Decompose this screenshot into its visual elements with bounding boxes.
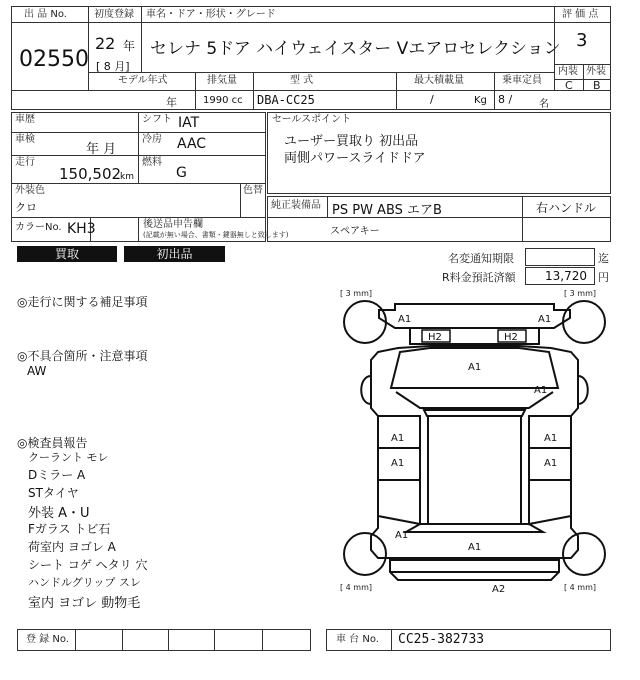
interior-label: 内装 [558, 66, 578, 77]
capacity-unit: 名 [539, 99, 549, 110]
score-label: 評 価 点 [562, 9, 599, 20]
score: 3 [576, 30, 588, 51]
chassis-label: 車 台 No. [336, 634, 379, 645]
year-unit: 年 [123, 39, 136, 53]
post-report-label: 後送品申告欄 [143, 219, 203, 230]
color-change-label: 色替 [243, 185, 263, 196]
capacity: 8 / [498, 93, 513, 106]
damage-mark: A1 [468, 362, 482, 373]
model-year-label: モデル年式 [118, 75, 168, 86]
report-line: シート コゲ ヘタリ 穴 [28, 558, 148, 572]
steering: 右ハンドル [536, 201, 597, 215]
model-label: 型 式 [290, 75, 314, 86]
lot-label: 出 品 No. [24, 9, 67, 20]
mileage-unit: km [120, 172, 134, 182]
damage-mark: A1 [544, 433, 558, 444]
history-label: 車歴 [15, 114, 35, 125]
damage-mark: A1 [398, 314, 412, 325]
recycle-amount: 13,720 [545, 269, 587, 283]
car-name-label: 車名・ドア・形状・グレード [146, 9, 276, 20]
ext-color: クロ [15, 201, 37, 214]
fuel: G [176, 165, 187, 181]
shift: IAT [178, 115, 200, 131]
report-line: ハンドルグリップ スレ [28, 576, 141, 589]
max-load: / [430, 93, 434, 106]
damage-mark: H2 [428, 332, 442, 343]
capacity-label: 乗車定員 [502, 75, 542, 86]
chassis-no: CC25-382733 [398, 632, 485, 647]
displacement-label: 排気量 [207, 75, 237, 86]
ac: AAC [177, 136, 207, 152]
deadline-unit: 迄 [598, 252, 609, 265]
post-report-note: (記載が無い場合、書類・鍵器無しと致します) [143, 231, 289, 239]
max-load-unit: Kg [474, 95, 487, 106]
tire-depth-fr: [ 3 mm] [564, 289, 597, 298]
sales-point-label: セールスポイント [272, 114, 352, 125]
first-listing-badge: 初出品 [124, 246, 225, 262]
first-reg-year: 22 [95, 34, 116, 53]
tire-depth-rl: [ 4 mm] [340, 583, 373, 592]
report-line: 荷室内 ヨゴレ A [28, 540, 116, 554]
damage-mark: A1 [538, 314, 552, 325]
recycle-label: R料金預託済額 [442, 271, 516, 284]
inspector-report-title: ◎検査員報告 [17, 436, 88, 450]
first-reg-label: 初度登録 [94, 9, 134, 20]
driving-notes-title: ◎走行に関する補足事項 [17, 295, 148, 309]
mileage-label: 走行 [15, 157, 35, 168]
sales-point-1: ユーザー買取り 初出品 [284, 134, 419, 149]
model: DBA-CC25 [257, 93, 315, 107]
sales-point-2: 両側パワースライドドア [284, 151, 426, 166]
buy-badge: 買取 [17, 246, 117, 262]
max-load-label: 最大積載量 [414, 75, 464, 86]
damage-mark: A1 [395, 530, 409, 541]
factory-options: PS PW ABS エアB [332, 203, 442, 218]
defect-item: AW [27, 364, 47, 378]
post-item: スペアキー [330, 226, 380, 237]
ac-label: 冷房 [142, 134, 162, 145]
inspection-label: 車検 [15, 134, 35, 145]
report-line: クーラント モレ [28, 451, 109, 464]
report-line: STタイヤ [28, 486, 79, 500]
report-line: 外装 A・U [28, 506, 90, 521]
fuel-label: 燃料 [142, 157, 162, 168]
first-reg-month: [ 8 月] [96, 60, 130, 73]
exterior-label: 外装 [586, 66, 606, 77]
interior-grade: C [565, 79, 573, 92]
factory-options-label: 純正装備品 [271, 200, 321, 211]
color-no-label: カラーNo. [15, 222, 62, 233]
car-diagram-svg [338, 288, 611, 600]
report-line: 室内 ヨゴレ 動物毛 [28, 596, 141, 611]
inspection: 年 月 [86, 142, 117, 157]
defects-title: ◎不具合箇所・注意事項 [17, 349, 148, 363]
recycle-unit: 円 [598, 271, 609, 284]
tire-depth-rr: [ 4 mm] [564, 583, 597, 592]
damage-mark: A1 [544, 458, 558, 469]
ext-color-label: 外装色 [15, 185, 45, 196]
damage-mark: A2 [492, 584, 506, 595]
deadline-box [525, 248, 595, 266]
damage-mark: H2 [504, 332, 518, 343]
report-line: Fガラス トビ石 [28, 522, 111, 536]
damage-mark: A1 [468, 542, 482, 553]
tire-depth-fl: [ 3 mm] [340, 289, 373, 298]
model-year-unit: 年 [166, 96, 177, 109]
damage-mark: A1 [391, 458, 405, 469]
car-diagram [338, 288, 611, 600]
damage-mark: A1 [534, 385, 548, 396]
deadline-label: 名変通知期限 [448, 252, 514, 265]
report-line: Dミラー A [28, 468, 86, 482]
damage-mark: A1 [391, 433, 405, 444]
mileage: 150,502 [59, 165, 122, 183]
displacement: 1990 cc [203, 95, 243, 106]
lot-number: 02550 [19, 47, 89, 72]
shift-label: シフト [142, 114, 172, 125]
color-no: KH3 [67, 221, 96, 237]
car-name: セレナ 5ドア ハイウェイスター Vエアロセレクション [150, 39, 561, 59]
reg-no-label: 登 録 No. [26, 634, 69, 645]
exterior-grade: B [593, 79, 601, 92]
